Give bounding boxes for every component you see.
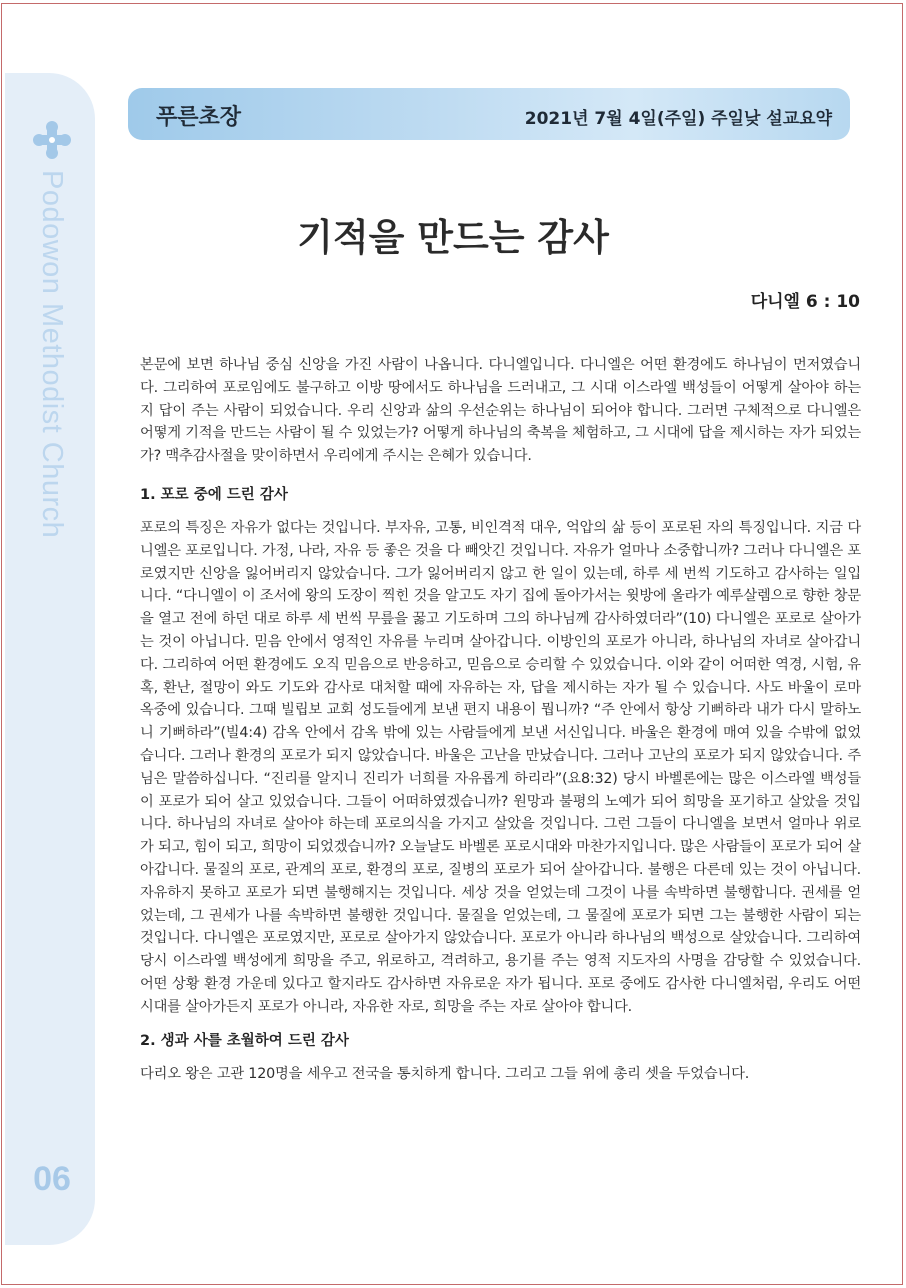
sermon-body — [140, 354, 861, 1085]
section-paragraph: 포로의 특징은 자유가 없다는 것입니다. 부자유, 고통, 비인격적 대우, 억압의 삶 등이 포로된 자의 특징입니다. 지금 다니엘은 포로입니다. 가정, 나라, 자유 등 좋은 것을 다 빼앗긴 것입니다. 자유가 얼마나 소중합니까? 그러나 다니엘은 포로였지만 신앙을 잃어버리지 않았습니다. 그가 잃어버리지 않고 한 일이 있는데, 하루 세 번씩 기도하고 감사하는 일입니다. “다니엘이 이 조서에 왕의 도장이 찍힌 것을 알고도 자기 집에 돌아가서는 윗방에 올라가 예루살렘으로 향한 창문을 열고 전에 하던 대로 하루 세 번씩 무릎을 꿇고 기도하며 그의 하나님께 감사하였더라”(10) 다니엘은 포로로 살아가는 것이 아닙니다. 믿음 안에서 영적인 자유를 누리며 살아갑니다. 이방인의 포로가 아니라, 하나님의 자녀로 살아갑니다. 그리하여 어떤 환경에도 오직 믿음으로 반응하고, 믿음으로 승리할 수 있었습니다. 이와 같이 어떠한 역경, 시험, 유혹, 환난, 절망이 와도 기도와 감사로 대처할 때에 자유하는 자, 답을 제시하는 자가 될 수 있습니다. 사도 바울이 로마 옥중에 있습니다. 그때 빌립보 교회 성도들에게 보낸 편지 내용이 뭡니까? “주 안에서 항상 기뻐하라 내가 다시 말하노니 기뻐하라”(빌4:4) 감옥 안에서 감옥 밖에 있는 사람들에게 보낸 서신입니다. 바울은 환경에 매여 있을 수밖에 없었습니다. 그러나 환경의 포로가 되지 않았습니다. 바울은 고난을 만났습니다. 그러나 고난의 포로가 되지 않았습니다. 주님은 말씀하십니다. “진리를 알지니 진리가 너희를 자유롭게 하리라”(요8:32) 당시 바벨론에는 많은 이스라엘 백성들이 포로가 되어 살고 있었습니다. 그들이 어떠하였겠습니까? 원망과 불평의 노예가 되어 희망을 포기하고 살았을 것입니다. 하나님의 자녀로 살아야 하는데 포로의식을 가지고 살았을 것입니다. 그런 그들이 다니엘을 보면서 얼마나 위로가 되고, 힘이 되고, 희망이 되었겠습니까? 오늘날도 바벨론 포로시대와 마찬가지입니다. 많은 사람들이 포로가 되어 살아갑니다. 물질의 포로, 관계의 포로, 환경의 포로, 질병의 포로가 되어 살아갑니다. 불행은 다른데 있는 것이 아닙니다. 자유하지 못하고 포로가 되면 불행해지는 것입니다. 세상 것을 얻었는데 그것이 나를 속박하면 불행합니다. 권세를 얻었는데, 그 권세가 나를 속박하면 불행한 것입니다. 물질을 얻었는데, 그 물질에 포로가 되면 그는 불행한 사람이 되는 것입니다. 다니엘은 포로였지만, 포로로 살아가지 않았습니다. 포로가 아니라 하나님의 백성으로 살았습니다. 그리하여 당시 이스라엘 백성에게 희망을 주고, 위로하고, 격려하고, 용기를 주는 영적 지도자의 사명을 감당할 수 있었습니다. 어떤 상황 환경 가운데 있다고 할지라도 감사하면 자유로운 자가 됩니다. 포로 중에도 감사한 다니엘처럼, 우리도 어떤 시대를 살아가든지 포로가 아니라, 자유한 자로, 희망을 주는 자로 살아야 합니다. — [140, 519, 861, 1015]
cross-icon — [33, 121, 71, 159]
sermon-date: 2021년 7월 4일(주일) 주일낮 설교요약 — [524, 109, 832, 129]
intro-paragraph: 본문에 보면 하나님 중심 신앙을 가진 사람이 나옵니다. 다니엘입니다. 다니엘은 어떤 환경에도 하나님이 먼저였습니다. 그리하여 포로임에도 불구하고 이방 땅에서도 하나님을 드러내고, 그 시대 이스라엘 백성들이 어떻게 살아야 하는지 답이 주는 사람이 되었습니다. 우리 신앙과 삶의 우선순위는 하나님이 되어야 합니다. 그러면 구체적으로 다니엘은 어떻게 기적을 만드는 사람이 될 수 있었는가? 어떻게 하나님의 축복을 체험하고, 그 시대에 답을 제시하는 자가 되었는가? 맥추감사절을 맞이하면서 우리에게 주시는 은혜가 있습니다. — [140, 357, 861, 465]
page-number: 06 — [33, 1160, 71, 1198]
section-paragraph: 다리오 왕은 고관 120명을 세우고 전국을 통치하게 합니다. 그리고 그들 위에 총리 셋을 두었습니다. — [140, 1065, 750, 1082]
sermon-title: 기적을 만드는 감사 — [297, 215, 609, 259]
church-name-text: Podowon Methodist Church — [36, 170, 68, 539]
header-bar — [128, 88, 850, 140]
section-heading: 2. 생과 사를 초월하여 드린 감사 — [140, 1032, 349, 1049]
section-heading: 1. 포로 중에 드린 감사 — [140, 486, 288, 503]
scripture-reference: 다니엘 6 : 10 — [750, 292, 860, 312]
section-title: 푸른초장 — [156, 105, 242, 130]
